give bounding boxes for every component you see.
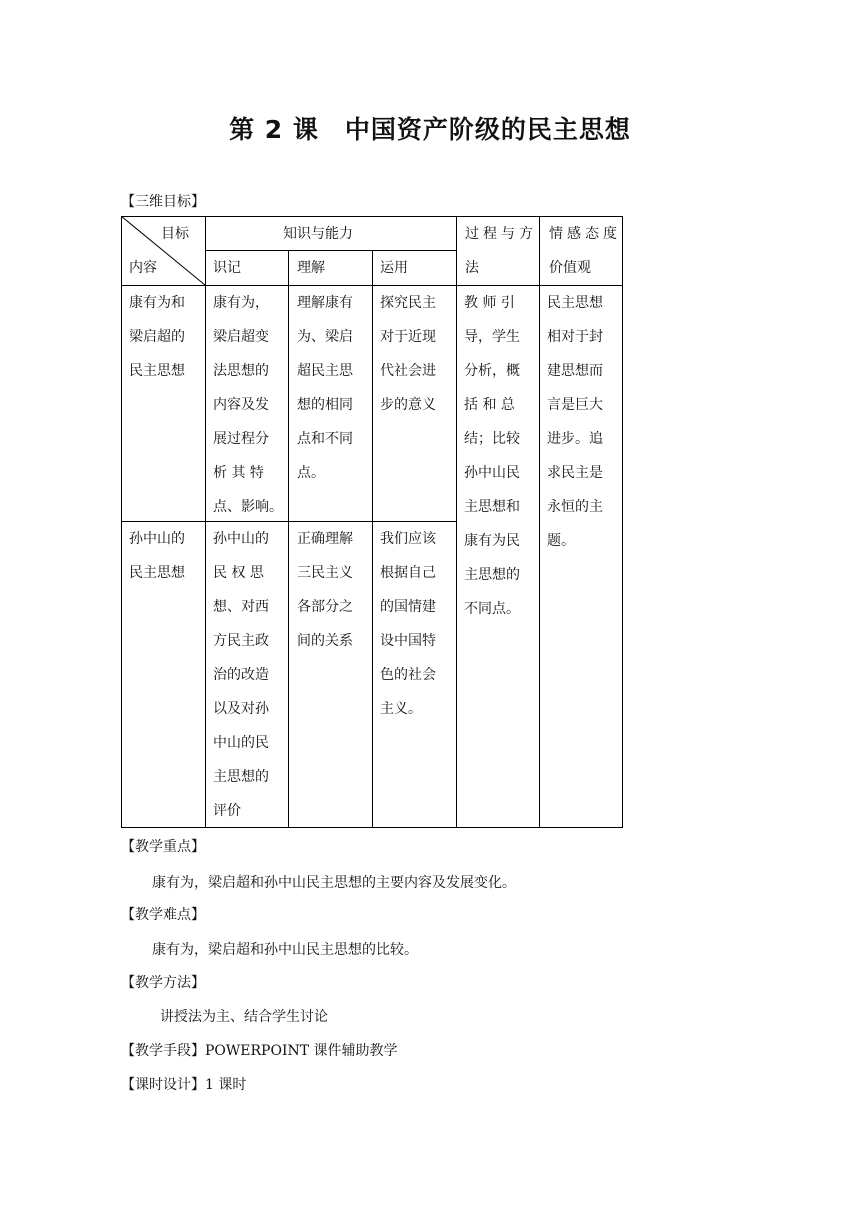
row1-content-cell (129, 286, 185, 388)
cell-line: 理解康有 (297, 295, 353, 311)
cell-line: 中山的民 (213, 735, 269, 751)
cell-line: 民主思想 (547, 295, 603, 311)
col-divider-3 (372, 250, 373, 828)
col-divider-2 (288, 250, 289, 828)
table-border-left (121, 216, 122, 828)
tools-line (121, 1040, 398, 1060)
cell-line: 展过程分 (213, 431, 269, 447)
cell-line: 梁启超的 (129, 329, 185, 345)
row2-understand-cell (297, 522, 353, 658)
cell-line: 步的意义 (380, 397, 436, 413)
goals-table (121, 216, 623, 828)
cell-line: 根据自己 (380, 565, 436, 581)
emotion-value-cell (547, 286, 603, 558)
cell-line: 对于近现 (380, 329, 436, 345)
cell-line: 梁启超变 (213, 329, 269, 345)
time-text: 1 课时 (205, 1077, 247, 1093)
cell-line: 教 师 引 (464, 295, 515, 311)
cell-line: 正确理解 (297, 531, 353, 547)
cell-line: 点、影响。 (213, 499, 283, 515)
cell-line: 导，学生 (464, 329, 520, 345)
cell-line: 康有为和 (129, 295, 185, 311)
row2-recall-cell (213, 522, 269, 828)
header-emotion-line1: 情感态度 (549, 226, 621, 242)
cell-line: 超民主思 (297, 363, 353, 379)
cell-line: 求民主是 (547, 465, 603, 481)
cell-line: 言是巨大 (547, 397, 603, 413)
tools-heading: 【教学手段】 (121, 1043, 205, 1059)
tools-text: POWERPOINT 课件辅助教学 (205, 1043, 398, 1059)
row2-apply-cell (380, 522, 436, 726)
cell-line: 题。 (547, 533, 575, 549)
cell-line: 代社会进 (380, 363, 436, 379)
cell-line: 主义。 (380, 701, 422, 717)
cell-line: 相对于封 (547, 329, 603, 345)
row1-understand-cell (297, 286, 353, 490)
col-divider-1 (205, 216, 206, 828)
cell-line: 的国情建 (380, 599, 436, 615)
subheader-apply: 运用 (380, 260, 408, 276)
col-divider-5 (539, 216, 540, 828)
row1-recall-cell (213, 286, 283, 524)
subheader-understand: 理解 (297, 260, 325, 276)
header-knowledge-ability: 知识与能力 (283, 226, 353, 242)
method-text: 讲授法为主、结合学生讨论 (160, 1009, 328, 1025)
col-divider-4 (456, 216, 457, 828)
cell-line: 色的社会 (380, 667, 436, 683)
header-process-line2: 法 (465, 260, 479, 276)
cell-line: 以及对孙 (213, 701, 269, 717)
cell-line: 想、对西 (213, 599, 269, 615)
cell-line: 想的相同 (297, 397, 353, 413)
cell-line: 永恒的主 (547, 499, 603, 515)
difficult-points-text: 康有为，梁启超和孙中山民主思想的比较。 (152, 942, 418, 958)
page-title: 第 2 课 中国资产阶级的民主思想 (229, 115, 631, 144)
cell-line: 建思想而 (547, 363, 603, 379)
cell-line: 治的改造 (213, 667, 269, 683)
cell-line: 主思想的 (464, 567, 520, 583)
diag-header-content: 内容 (129, 260, 157, 276)
row2-content-cell (129, 522, 185, 590)
cell-line: 探究民主 (380, 295, 436, 311)
key-points-heading: 【教学重点】 (121, 839, 205, 855)
time-heading: 【课时设计】 (121, 1077, 205, 1093)
header-emotion-line2: 价值观 (549, 260, 591, 276)
cell-line: 康有为民 (464, 533, 520, 549)
goals-heading: 【三维目标】 (121, 194, 205, 210)
cell-line: 间的关系 (297, 633, 353, 649)
cell-line: 民 权 思 (213, 565, 264, 581)
cell-line: 主思想的 (213, 769, 269, 785)
cell-line: 民主思想 (129, 565, 185, 581)
cell-line: 法思想的 (213, 363, 269, 379)
cell-line: 我们应该 (380, 531, 436, 547)
table-border-right (622, 216, 623, 828)
cell-line: 分析，概 (464, 363, 520, 379)
header-sub-divider (205, 250, 456, 251)
cell-line: 点。 (297, 465, 325, 481)
key-points-text: 康有为，梁启超和孙中山民主思想的主要内容及发展变化。 (152, 875, 516, 891)
cell-line: 各部分之 (297, 599, 353, 615)
diag-header-target: 目标 (161, 226, 189, 242)
cell-line: 三民主义 (297, 565, 353, 581)
cell-line: 孙中山的 (213, 531, 269, 547)
cell-line: 设中国特 (380, 633, 436, 649)
process-method-cell (464, 286, 520, 626)
cell-line: 孙中山的 (129, 531, 185, 547)
cell-line: 内容及发 (213, 397, 269, 413)
difficult-points-heading: 【教学难点】 (121, 907, 205, 923)
method-heading: 【教学方法】 (121, 975, 205, 991)
cell-line: 括 和 总 (464, 397, 515, 413)
time-line (121, 1074, 246, 1094)
header-process-line1: 过程与方 (465, 226, 537, 242)
cell-line: 析 其 特 (213, 465, 264, 481)
cell-line: 方民主政 (213, 633, 269, 649)
cell-line: 点和不同 (297, 431, 353, 447)
cell-line: 为、梁启 (297, 329, 353, 345)
cell-line: 康有为， (213, 295, 269, 311)
cell-line: 主思想和 (464, 499, 520, 515)
cell-line: 民主思想 (129, 363, 185, 379)
row1-apply-cell (380, 286, 436, 422)
subheader-recall: 识记 (213, 260, 241, 276)
cell-line: 评价 (213, 803, 241, 819)
cell-line: 进步。追 (547, 431, 603, 447)
cell-line: 不同点。 (464, 601, 520, 617)
cell-line: 结；比较 (464, 431, 520, 447)
cell-line: 孙中山民 (464, 465, 520, 481)
